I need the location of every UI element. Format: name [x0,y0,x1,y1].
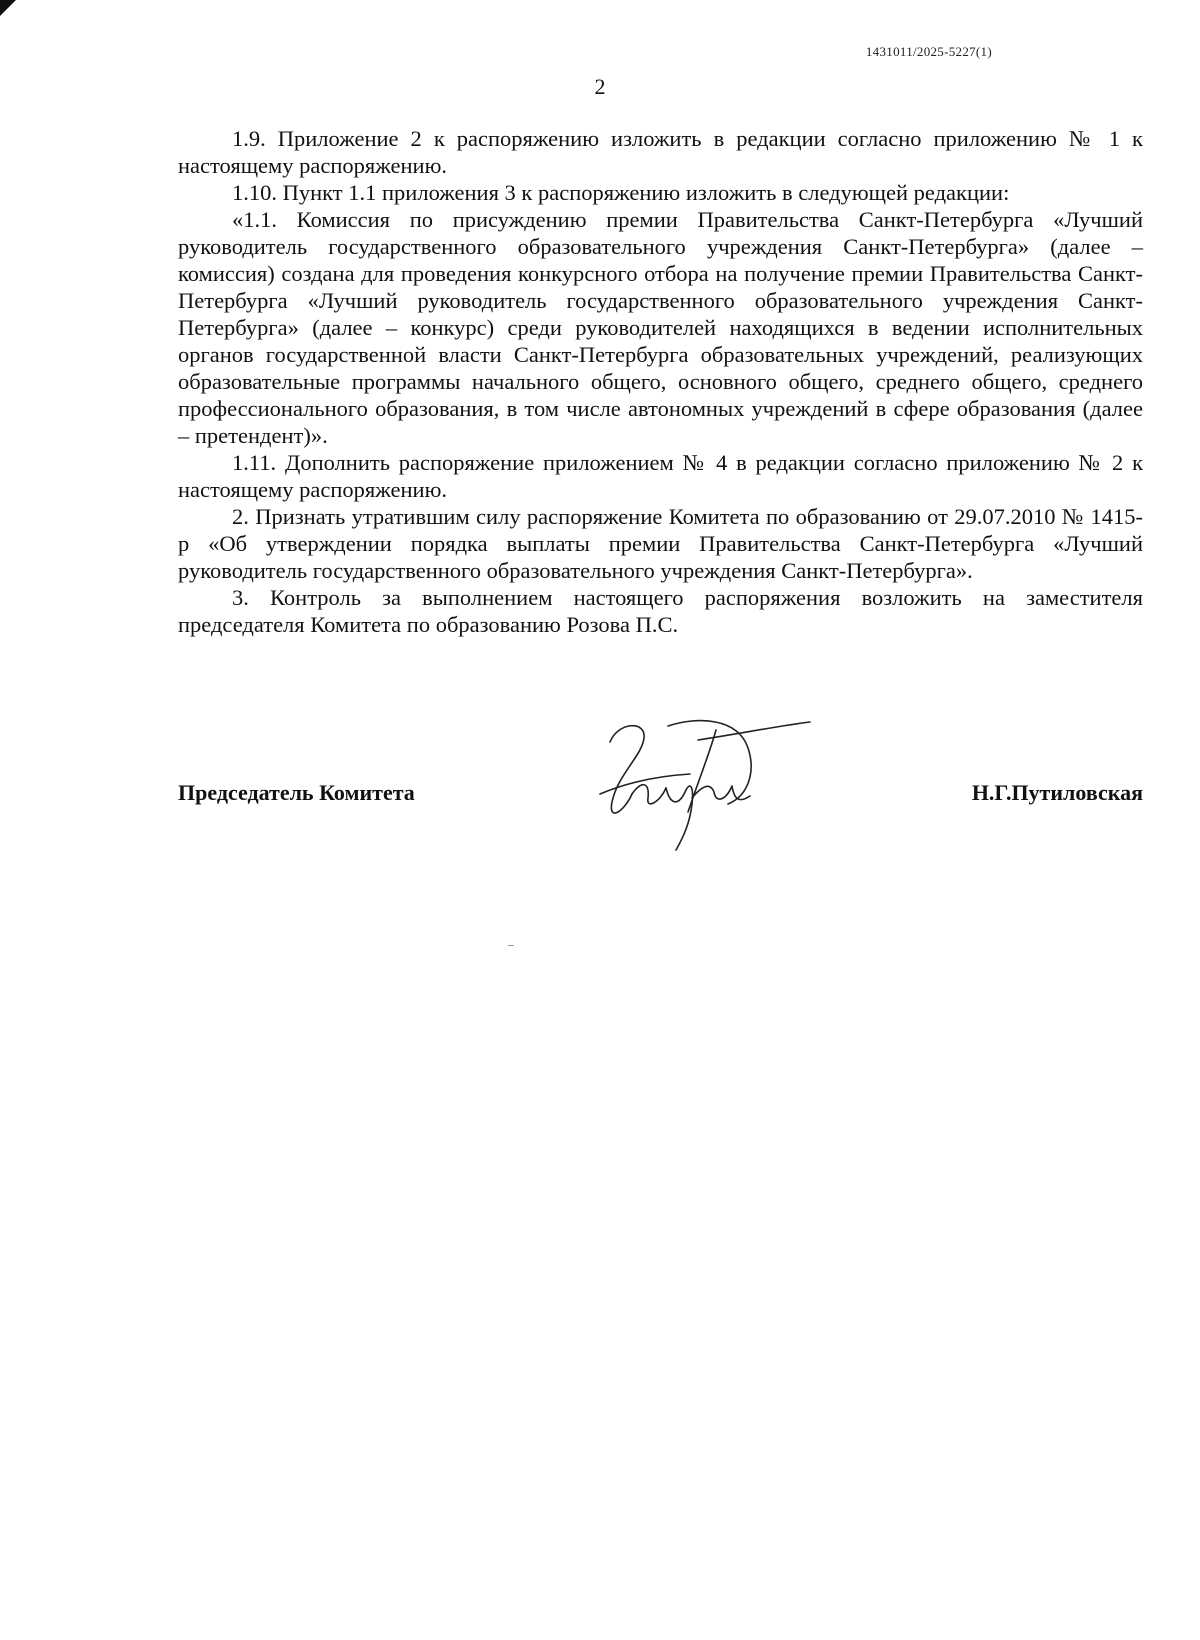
paragraph-1-11: 1.11. Дополнить распоряжение приложением № 4 в редакции согласно приложению № 2 к настоящему распоряжению. [178,450,1143,502]
paragraph-quoted-1-1: «1.1. Комиссия по присуждению премии Правительства Санкт-Петербурга «Лучший руководитель государственного образовательного учреждения Санкт-Петербурга» (далее – комиссия) создана для проведения конкурсного отбора на получение премии Правительства Санкт-Петербурга «Лучший руководитель государственного образовательного учреждения Санкт-Петербурга» (далее – конкурс) среди руководителей находящихся в ведении исполнительных органов государственной власти Санкт-Петербурга образовательных учреждений, реализующих образовательные программы начального общего, основного общего, среднего общего, среднего профессионального образования, в том числе автономных учреждений в сфере образования (далее – претендент)». [178,207,1143,448]
document-body [178,125,1143,638]
signatory-role: Председатель Комитета [178,780,415,805]
scan-artifact [508,945,514,946]
paragraph-1-9: 1.9. Приложение 2 к распоряжению изложить в редакции согласно приложению № 1 к настоящему распоряжению. [178,126,1143,178]
scan-corner-mark [0,0,16,16]
paragraph-3: 3. Контроль за выполнением настоящего распоряжения возложить на заместителя председателя Комитета по образованию Розова П.С. [178,585,1143,637]
page-number: 2 [594,74,606,99]
paragraph-2: 2. Признать утратившим силу распоряжение Комитета по образованию от 29.07.2010 № 1415-р «Об утверждении порядка выплаты премии Правительства Санкт-Петербурга «Лучший руководитель государственного образовательного учреждения Санкт-Петербурга». [178,504,1143,583]
handwritten-signature [598,712,818,852]
paragraph-1-10: 1.10. Пункт 1.1 приложения 3 к распоряжению изложить в следующей редакции: [232,180,1010,205]
signatory-name: Н.Г.Путиловская [971,780,1143,805]
document-number: 1431011/2025-5227(1) [865,44,992,59]
